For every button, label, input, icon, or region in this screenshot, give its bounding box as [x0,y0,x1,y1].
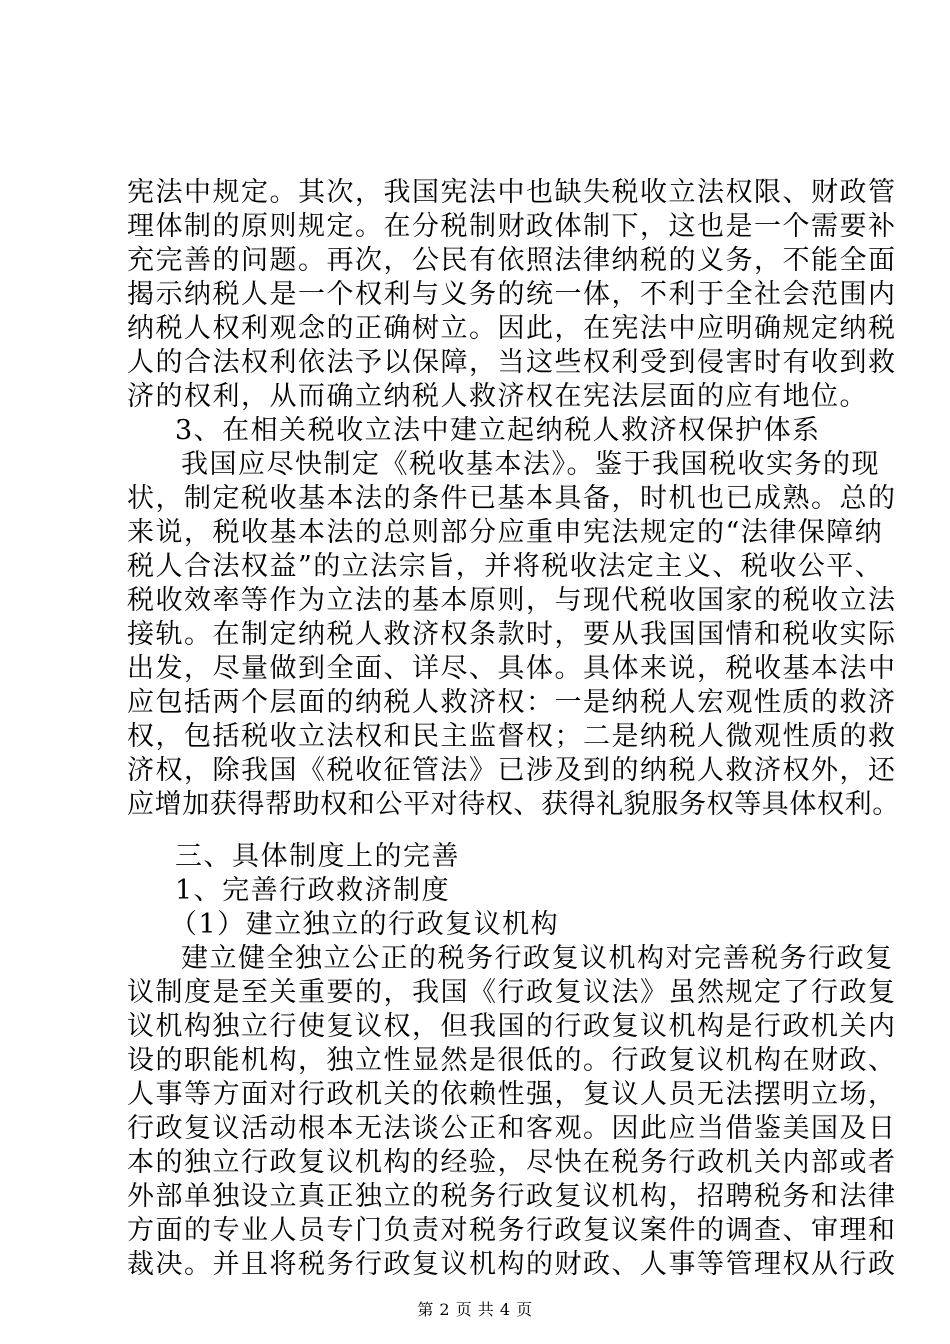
body-text-line: 建立健全独立公正的税务行政复议机构对完善税务行政复 [181,943,894,974]
body-text-line: 接轨。在制定纳税人救济权条款时，要从我国国情和税收实际 [127,619,897,650]
subsection-heading: 1、完善行政救济制度 [175,875,451,906]
body-text-line: 应增加获得帮助权和公平对待权、获得礼貌服务权等具体权利。 [127,789,900,820]
body-text-line: 宪法中规定。其次，我国宪法中也缺失税收立法权限、财政管 [127,177,897,208]
body-text-line: 设的职能机构，独立性显然是很低的。行政复议机构在财政、 [127,1045,897,1076]
body-text-line: 人事等方面对行政机关的依赖性强，复议人员无法摆明立场， [127,1079,897,1110]
body-text-line: 税收效率等作为立法的基本原则，与现代税收国家的税收立法 [127,585,897,616]
body-text-line: 议机构独立行使复议权，但我国的行政复议机构是行政机关内 [127,1011,897,1042]
body-text-line: 纳税人权利观念的正确树立。因此，在宪法中应明确规定纳税 [127,313,897,344]
body-text-line: 应包括两个层面的纳税人救济权：一是纳税人宏观性质的救济 [127,687,897,718]
subsection-heading: （1）建立独立的行政复议机构 [170,909,560,940]
body-text-line: 税人合法权益”的立法宗旨，并将税收法定主义、税收公平、 [127,551,884,582]
body-text-line: 我国应尽快制定《税收基本法》。鉴于我国税收实务的现 [181,449,880,480]
body-text-line: 济的权利，从而确立纳税人救济权在宪法层面的应有地位。 [127,381,868,412]
body-text-line: 理体制的原则规定。在分税制财政体制下，这也是一个需要补 [127,211,897,242]
body-text-line: 外部单独设立真正独立的税务行政复议机构，招聘税务和法律 [127,1181,897,1212]
body-text-line: 揭示纳税人是一个权利与义务的统一体，不利于全社会范围内 [127,279,897,310]
body-text-line: 来说，税收基本法的总则部分应重申宪法规定的“法律保障纳 [127,517,884,548]
body-text-line: 方面的专业人员专门负责对税务行政复议案件的调查、审理和 [127,1215,897,1246]
body-text-line: 济权，除我国《税收征管法》已涉及到的纳税人救济权外，还 [127,755,897,786]
body-text-line: 充完善的问题。再次，公民有依照法律纳税的义务，不能全面 [127,245,897,276]
page-number-footer: 第 2 页 共 4 页 [417,1300,533,1319]
body-text-line: 状，制定税收基本法的条件已基本具备，时机也已成熟。总的 [127,483,897,514]
body-text-line: 权，包括税收立法权和民主监督权；二是纳税人微观性质的救 [127,721,897,752]
body-text-line: 裁决。并且将税务行政复议机构的财政、人事等管理权从行政 [127,1249,897,1280]
body-text-line: 议制度是至关重要的，我国《行政复议法》虽然规定了行政复 [127,977,897,1008]
body-text-line: 人的合法权利依法予以保障，当这些权利受到侵害时有收到救 [127,347,897,378]
body-text-line: 行政复议活动根本无法谈公正和客观。因此应当借鉴美国及日 [127,1113,897,1144]
body-text-line: 本的独立行政复议机构的经验，尽快在税务行政机关内部或者 [127,1147,897,1178]
subsection-heading: 3、在相关税收立法中建立起纳税人救济权保护体系 [175,415,821,446]
body-text-line: 出发，尽量做到全面、详尽、具体。具体来说，税收基本法中 [127,653,897,684]
section-heading: 三、具体制度上的完善 [175,841,460,872]
